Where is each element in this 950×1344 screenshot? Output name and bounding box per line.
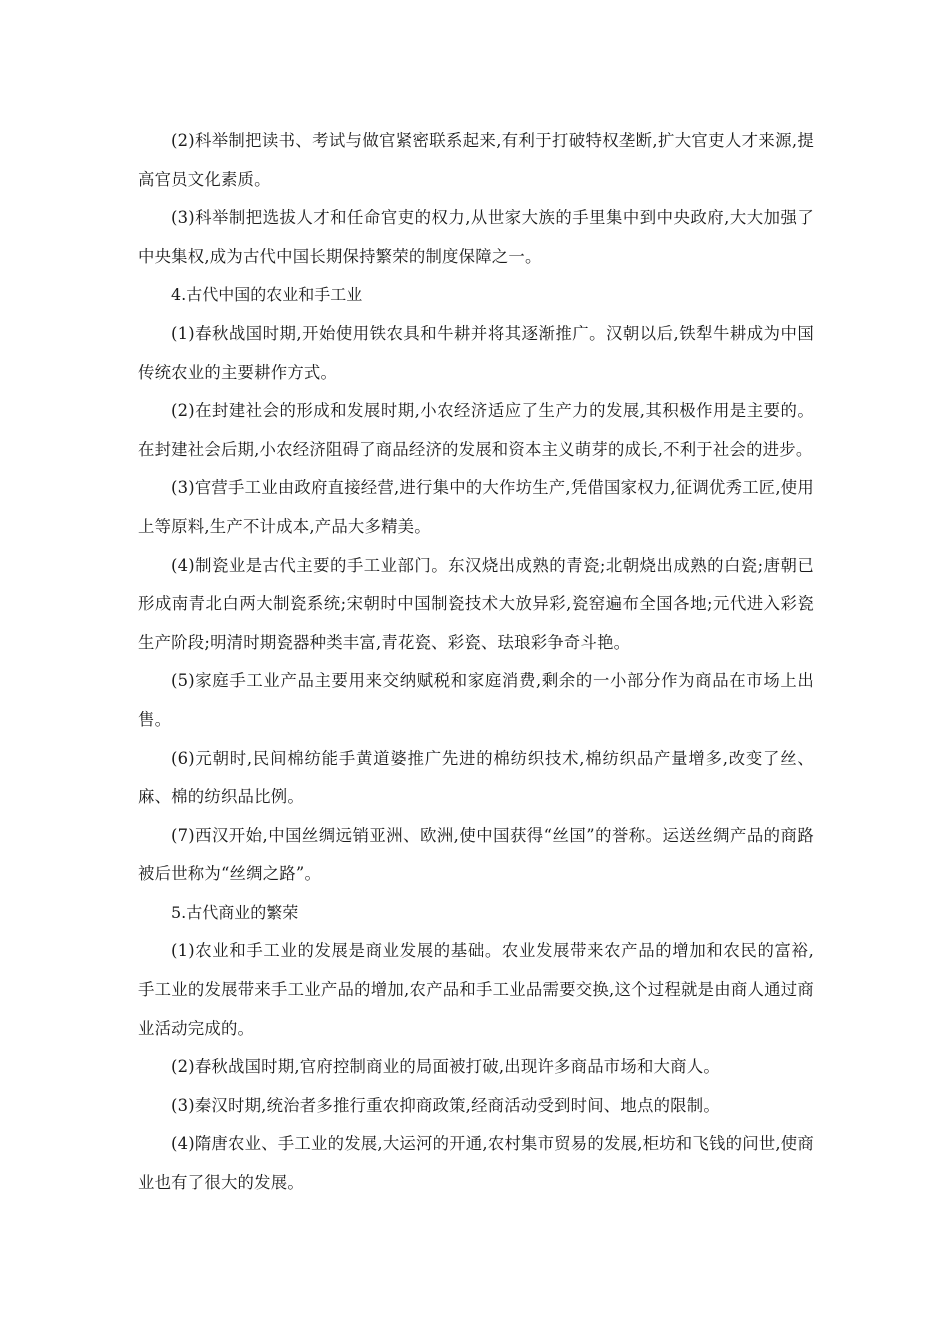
- paragraph-commerce-3: (3)秦汉时期,统治者多推行重农抑商政策,经商活动受到时间、地点的限制。: [171, 1095, 720, 1115]
- paragraph-commerce-1: (1)农业和手工业的发展是商业发展的基础。农业发展带来农产品的增加和农民的富裕,手工业的发展带来手工业产品的增加,农产品和手工业品需要交换,这个过程就是由商人通过商业活动完成的。: [138, 941, 814, 1038]
- section-heading-commerce: 5.古代商业的繁荣: [171, 902, 299, 922]
- paragraph-agriculture-1: (1)春秋战国时期,开始使用铁农具和牛耕并将其逐渐推广。汉朝以后,铁犁牛耕成为中国传统农业的主要耕作方式。: [138, 323, 814, 382]
- paragraph-commerce-2: (2)春秋战国时期,官府控制商业的局面被打破,出现许多商品市场和大商人。: [171, 1057, 720, 1077]
- paragraph-agriculture-7: (7)西汉开始,中国丝绸远销亚洲、欧洲,使中国获得“丝国”的誉称。运送丝绸产品的商路被后世称为“丝绸之路”。: [138, 825, 814, 884]
- paragraph-keju-2: (2)科举制把读书、考试与做官紧密联系起来,有利于打破特权垄断,扩大官吏人才来源,提高官员文化素质。: [138, 131, 814, 189]
- paragraph-agriculture-3: (3)官营手工业由政府直接经营,进行集中的大作坊生产,凭借国家权力,征调优秀工匠,使用上等原料,生产不计成本,产品大多精美。: [138, 478, 814, 536]
- paragraph-agriculture-6: (6)元朝时,民间棉纺能手黄道婆推广先进的棉纺织技术,棉纺织品产量增多,改变了丝、麻、棉的纺织品比例。: [138, 748, 814, 807]
- paragraph-keju-3: (3)科举制把选拔人才和任命官吏的权力,从世家大族的手里集中到中央政府,大大加强了中央集权,成为古代中国长期保持繁荣的制度保障之一。: [138, 208, 814, 266]
- paragraph-agriculture-2: (2)在封建社会的形成和发展时期,小农经济适应了生产力的发展,其积极作用是主要的。在封建社会后期,小农经济阻碍了商品经济的发展和资本主义萌芽的成长,不利于社会的进步。: [138, 401, 814, 459]
- document-page: [138, 122, 814, 1203]
- section-heading-agriculture-handicraft: 4.古代中国的农业和手工业: [171, 285, 363, 305]
- paragraph-commerce-4: (4)隋唐农业、手工业的发展,大运河的开通,农村集市贸易的发展,柜坊和飞钱的问世,使商业也有了很大的发展。: [138, 1134, 814, 1193]
- paragraph-agriculture-5: (5)家庭手工业产品主要用来交纳赋税和家庭消费,剩余的一小部分作为商品在市场上出售。: [138, 671, 814, 729]
- paragraph-agriculture-4: (4)制瓷业是古代主要的手工业部门。东汉烧出成熟的青瓷;北朝烧出成熟的白瓷;唐朝已形成南青北白两大制瓷系统;宋朝时中国制瓷技术大放异彩,瓷窑遍布全国各地;元代进入彩瓷生产阶段;明清时期瓷器种类丰富,青花瓷、彩瓷、珐琅彩争奇斗艳。: [138, 555, 814, 652]
